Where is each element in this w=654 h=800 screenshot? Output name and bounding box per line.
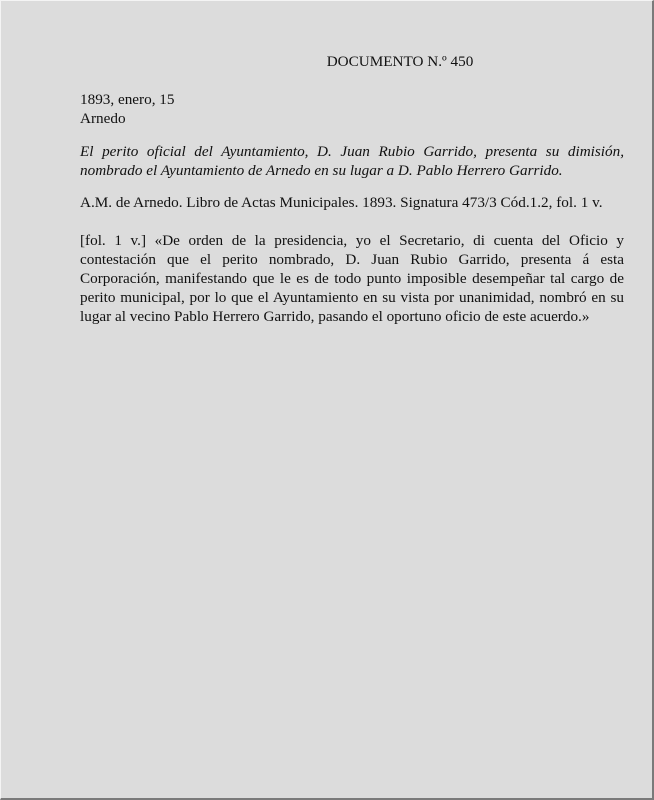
document-body: [fol. 1 v.] «De orden de la presidencia, yo el Secretario, di cuenta del Oficio y contestación que el perito nombrado, D. Juan Rubio Garrido, presenta á esta Corporación, manifestando que le es de todo punto imposible desempeñar tal cargo de perito municipal, por lo que el Ayuntamiento en su vista por unanimidad, nombró en su lugar al vecino Pablo Herrero Garrido, pasando el oportuno oficio de este acuerdo.» [80,232,624,325]
document-summary: El perito oficial del Ayuntamiento, D. Juan Rubio Garrido, presenta su dimisión, nombrado el Ayuntamiento de Arnedo en su lugar a D. Pablo Herrero Garrido. [80,143,624,179]
document-place: Arnedo [80,110,126,127]
document-header [80,90,624,128]
document-title: DOCUMENTO N.º 450 [326,53,474,70]
document-source: A.M. de Arnedo. Libro de Actas Municipales. 1893. Signatura 473/3 Cód.1.2, fol. 1 v. [80,194,603,211]
document-date: 1893, enero, 15 [80,91,175,108]
